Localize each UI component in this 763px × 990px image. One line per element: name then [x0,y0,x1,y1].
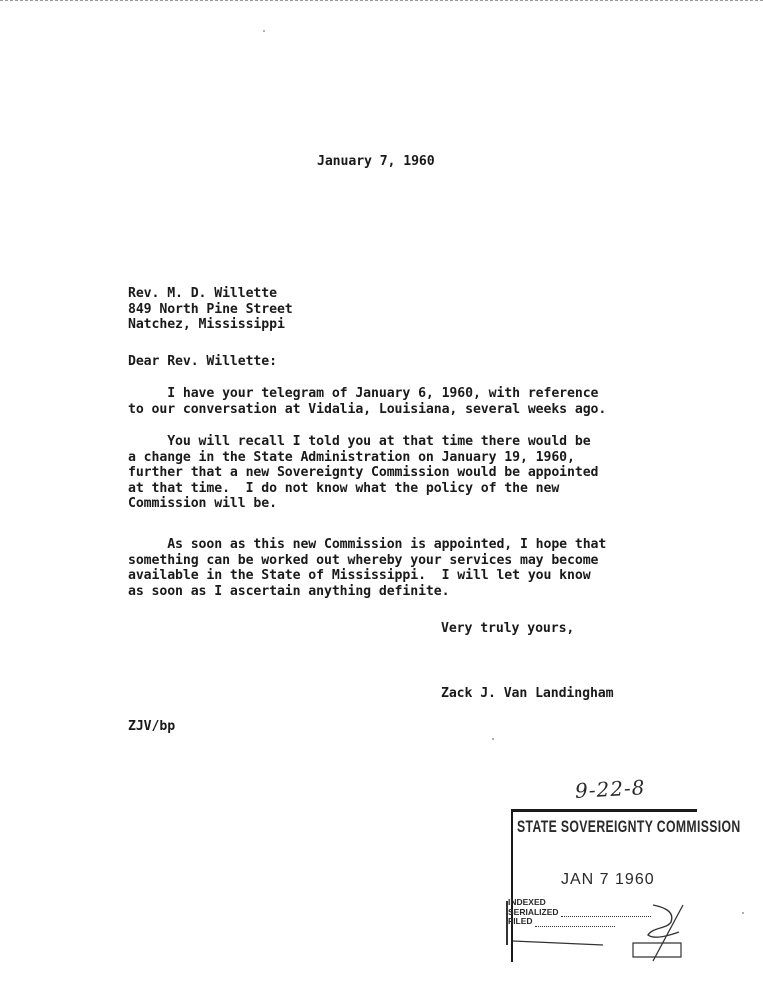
top-dashed-rule [0,0,763,1]
salutation: Dear Rev. Willette: [128,354,277,369]
letter-date: January 7, 1960 [317,154,435,169]
paragraph-line: further that a new Sovereignty Commission would be appointed [128,465,599,480]
closing: Very truly yours, [441,621,575,636]
paragraph-line: at that time. I do not know what the policy of the new [128,480,560,496]
paragraph-line: as soon as I ascertain anything definite. [128,583,450,599]
scan-speck [742,912,744,914]
paragraph-line: to our conversation at Vidalia, Louisiana, several weeks ago. [128,401,607,417]
paragraph-1 [128,386,606,417]
paragraph-line: I have your telegram of January 6, 1960, with reference [128,386,599,401]
signer-name: Zack J. Van Landingham [441,686,614,701]
scan-speck [492,738,494,740]
stamp-initials-scribble [503,777,698,963]
paragraph-2 [128,434,598,512]
paragraph-line: a change in the State Administration on January 19, 1960, [128,449,575,465]
address-line-name: Rev. M. D. Willette [128,286,277,301]
stamp-title: STATE SOVEREIGNTY COMMISSION [517,817,741,836]
stamp-flag-serialized: SERIALIZED [508,906,559,917]
stamp-date: JAN 7 1960 [561,871,655,888]
paragraph-line: available in the State of Mississippi. I will let you know [128,568,591,583]
address-line-street: 849 North Pine Street [128,301,293,317]
paragraph-line: something can be worked out whereby your services may become [128,552,599,568]
recipient-address [128,286,293,333]
paragraph-3 [128,537,606,599]
stamp-flag-filed: FILED [508,916,533,926]
paragraph-line: You will recall I told you at that time there would be [128,434,591,449]
scan-speck [263,30,265,32]
stamp-flag-indexed: INDEXED [508,897,546,907]
typist-initials: ZJV/bp [128,719,176,734]
paragraph-line: As soon as this new Commission is appointed, I hope that [128,537,607,552]
received-stamp [503,775,741,963]
stamp-handwritten-number: 9-22-8 [574,775,647,803]
address-line-city: Natchez, Mississippi [128,317,285,332]
paragraph-line: Commission will be. [128,496,277,511]
